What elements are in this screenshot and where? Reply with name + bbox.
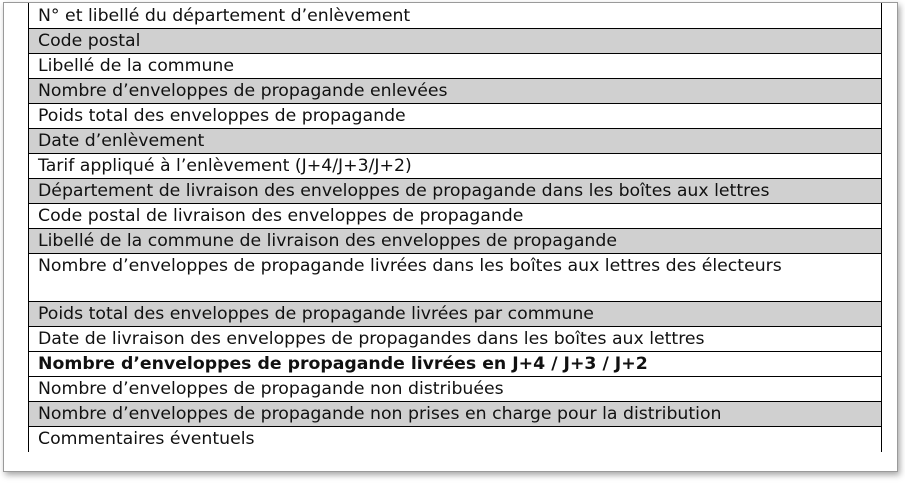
field-list-table	[28, 3, 882, 452]
table-row: Nombre d’enveloppes de propagande non distribuées	[29, 377, 881, 402]
table-row: Date d’enlèvement	[29, 129, 881, 154]
table-row: Poids total des enveloppes de propagande livrées par commune	[29, 302, 881, 327]
table-row: Poids total des enveloppes de propagande	[29, 104, 881, 129]
table-row: Date de livraison des enveloppes de propagandes dans les boîtes aux lettres	[29, 327, 881, 352]
table-row: Libellé de la commune de livraison des enveloppes de propagande	[29, 229, 881, 254]
table-row: Nombre d’enveloppes de propagande enlevées	[29, 79, 881, 104]
table-row: Nombre d’enveloppes de propagande livrées en J+4 / J+3 / J+2	[29, 352, 881, 377]
table-row: Nombre d’enveloppes de propagande non prises en charge pour la distribution	[29, 402, 881, 427]
document-excerpt	[3, 2, 898, 472]
table-row: Code postal de livraison des enveloppes de propagande	[29, 204, 881, 229]
table-row: Libellé de la commune	[29, 54, 881, 79]
table-row: Tarif appliqué à l’enlèvement (J+4/J+3/J+2)	[29, 154, 881, 179]
table-row: N° et libellé du département d’enlèvement	[29, 3, 881, 29]
table-row: Nombre d’enveloppes de propagande livrées dans les boîtes aux lettres des électeurs	[29, 254, 881, 302]
table-row: Département de livraison des enveloppes de propagande dans les boîtes aux lettres	[29, 179, 881, 204]
table-row: Code postal	[29, 29, 881, 54]
table-row: Commentaires éventuels	[38, 429, 255, 449]
